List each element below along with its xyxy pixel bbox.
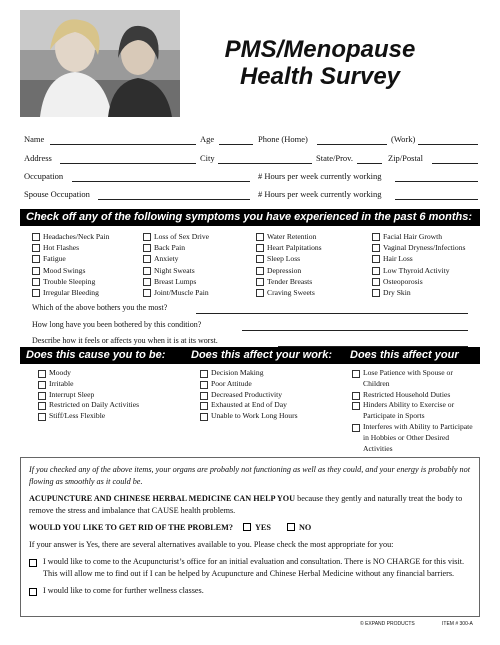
get-rid-question: WOULD YOU LIKE TO GET RID OF THE PROBLEM?: [29, 523, 233, 532]
acupuncture-rest-text: because they gently and naturally treat the body to remove the stress and imbalance that CAUSE health problems.: [29, 494, 463, 515]
state-label: State/Prov.: [316, 153, 353, 163]
checkbox[interactable]: [256, 233, 264, 241]
spouse-occupation-label: Spouse Occupation: [24, 189, 90, 199]
effect-label: Restricted on Daily Activities: [49, 400, 140, 410]
checkbox[interactable]: [38, 392, 46, 400]
question-row-2: [32, 320, 472, 329]
question-3: Describe how it feels or affects you when it is at its worst.: [32, 336, 218, 345]
symptom-label: Mood Swings: [43, 265, 86, 275]
symptom-item[interactable]: [372, 242, 465, 253]
question-2: How long have you been bothered by this condition?: [32, 320, 202, 329]
symptom-item[interactable]: [143, 276, 209, 287]
checkbox[interactable]: [256, 278, 264, 286]
checkbox[interactable]: [38, 381, 46, 389]
checkbox[interactable]: [256, 255, 264, 263]
symptom-item[interactable]: [256, 287, 322, 298]
symptom-item[interactable]: [143, 287, 209, 298]
city-field[interactable]: [218, 163, 312, 164]
symptom-item[interactable]: [143, 265, 209, 276]
symptom-label: Craving Sweets: [267, 288, 315, 298]
occupation-field[interactable]: [72, 181, 250, 182]
no-label: NO: [299, 523, 312, 532]
intro-text: If you checked any of the above items, your organs are probably not functioning as well as they could, and your energy is probably not flowing as smoothly as it could be.: [29, 465, 470, 486]
checkbox[interactable]: [143, 267, 151, 275]
symptom-label: Hot Flashes: [43, 243, 80, 253]
effect-item[interactable]: [38, 400, 139, 411]
checkbox[interactable]: [256, 267, 264, 275]
zip-label: Zip/Postal: [388, 153, 423, 163]
effect-item[interactable]: [38, 368, 139, 379]
phone-work-field[interactable]: [418, 144, 478, 145]
option-consultation-text: I would like to come to the Acupuncturist’s office for an initial evaluation and consultation. There is NO CHARGE for this visit. This will allow me to find out if I can be helped by Acupuncture and Chinese Herbal Medicine without any financial barriers.: [43, 557, 465, 578]
effect-label: Irritable: [49, 378, 74, 388]
question-row-3: [32, 336, 472, 345]
effect-item[interactable]: [352, 390, 478, 401]
effects-self-list: [38, 368, 139, 422]
symptom-label: Depression: [267, 265, 302, 275]
effect-item[interactable]: [200, 400, 298, 411]
hours-field-1[interactable]: [395, 181, 478, 182]
effect-item[interactable]: [38, 411, 139, 422]
question-row-1: [32, 303, 472, 312]
symptom-label: Low Thyroid Activity: [383, 265, 450, 275]
symptom-item[interactable]: [143, 242, 209, 253]
title-line-2: Health Survey: [239, 63, 401, 90]
symptom-item[interactable]: [256, 276, 322, 287]
checkbox[interactable]: [352, 370, 360, 378]
symptom-label: Facial Hair Growth: [383, 232, 443, 241]
symptom-label: Night Sweats: [154, 265, 195, 275]
effect-item[interactable]: [38, 379, 139, 390]
symptom-label: Water Retention: [267, 232, 317, 241]
symptom-label: Hair Loss: [383, 254, 413, 264]
effect-label: Hinders Ability to Exercise or Participate in Sports: [363, 400, 455, 421]
symptom-item[interactable]: [372, 265, 465, 276]
option-wellness-checkbox[interactable]: [29, 588, 37, 596]
name-label: Name: [24, 134, 45, 144]
symptom-item[interactable]: [256, 265, 322, 276]
effect-item[interactable]: [200, 411, 298, 422]
effect-label: Interrupt Sleep: [49, 389, 95, 399]
checkbox[interactable]: [372, 278, 380, 286]
effect-label: Exhausted at End of Day: [211, 400, 287, 410]
get-rid-question-row: [29, 522, 471, 534]
effect-label: Decreased Productivity: [211, 389, 283, 399]
title-line-1: PMS/Menopause: [224, 36, 416, 63]
checkbox[interactable]: [200, 413, 208, 421]
row-occupation: [20, 171, 480, 185]
info-panel: [20, 457, 480, 617]
symptom-item[interactable]: [143, 253, 209, 264]
checkbox[interactable]: [200, 370, 208, 378]
symptom-item[interactable]: [32, 276, 109, 287]
effect-item[interactable]: [352, 422, 478, 454]
symptom-label: Sleep Loss: [267, 254, 301, 264]
symptoms-column-2: [143, 231, 209, 298]
option-wellness-text: I would like to come for further wellness classes.: [43, 586, 204, 595]
symptoms-heading: Check off any of the following symptoms you have experienced in the past 6 months:: [20, 209, 480, 226]
symptoms-column-1: [32, 231, 109, 298]
symptom-item[interactable]: [32, 231, 109, 242]
city-label: City: [200, 153, 215, 163]
hours-label-1: # Hours per week currently working: [258, 171, 382, 181]
effects-life-list: [352, 368, 478, 454]
symptom-label: Osteoporosis: [383, 276, 423, 286]
checkbox[interactable]: [32, 289, 40, 297]
symptoms-column-3: [256, 231, 322, 298]
age-field[interactable]: [219, 144, 253, 145]
symptom-label: Headaches/Neck Pain: [43, 232, 110, 241]
effects-heading-work: Does this affect your work:: [191, 349, 332, 361]
checkbox[interactable]: [32, 278, 40, 286]
checkbox[interactable]: [38, 402, 46, 410]
state-field[interactable]: [357, 163, 382, 164]
answer-field-1[interactable]: [196, 313, 468, 314]
checkbox[interactable]: [256, 289, 264, 297]
effects-heading-self: Does this cause you to be:: [26, 349, 166, 361]
symptom-item[interactable]: [32, 265, 109, 276]
checkbox[interactable]: [32, 267, 40, 275]
symptom-item[interactable]: [32, 287, 109, 298]
row-name: [20, 134, 480, 148]
photo-two-women-talking-icon: [20, 10, 180, 117]
row-spouse-occupation: [20, 189, 480, 203]
symptom-item[interactable]: [372, 287, 465, 298]
checkbox[interactable]: [352, 392, 360, 400]
symptom-label: Dry Skin: [383, 288, 411, 298]
checkbox[interactable]: [143, 278, 151, 286]
symptom-label: Irregular Bleeding: [43, 288, 99, 298]
symptom-item[interactable]: [143, 231, 209, 242]
checkbox[interactable]: [32, 233, 40, 241]
checkbox[interactable]: [38, 370, 46, 378]
symptom-label: Vaginal Dryness/Infections: [383, 243, 466, 253]
row-address: [20, 153, 480, 167]
phone-home-field[interactable]: [317, 144, 387, 145]
effect-label: Lose Patience with Spouse or Children: [363, 368, 453, 388]
checkbox[interactable]: [32, 255, 40, 263]
name-field[interactable]: [50, 144, 196, 145]
symptom-item[interactable]: [32, 253, 109, 264]
copyright-text: © EXPAND PRODUCTS: [360, 621, 415, 627]
checkbox[interactable]: [352, 402, 360, 410]
yes-checkbox[interactable]: [243, 523, 251, 531]
checkbox[interactable]: [200, 381, 208, 389]
effect-item[interactable]: [352, 368, 478, 390]
checkbox[interactable]: [143, 233, 151, 241]
symptom-label: Joint/Muscle Pain: [154, 288, 209, 298]
option-consultation-checkbox[interactable]: [29, 559, 37, 567]
effect-label: Unable to Work Long Hours: [211, 411, 298, 421]
checkbox[interactable]: [200, 392, 208, 400]
checkbox[interactable]: [372, 244, 380, 252]
checkbox[interactable]: [352, 424, 360, 432]
checkbox[interactable]: [143, 244, 151, 252]
alternatives-text: If your answer is Yes, there are several alternatives available to you. Please check the most appropriate for you:: [29, 540, 394, 549]
effect-item[interactable]: [200, 379, 298, 390]
checkbox[interactable]: [143, 289, 151, 297]
phone-work-label: (Work): [391, 134, 416, 144]
symptom-label: Back Pain: [154, 243, 186, 253]
checkbox[interactable]: [32, 244, 40, 252]
symptom-item[interactable]: [372, 253, 465, 264]
effect-label: Decision Making: [211, 368, 264, 377]
address-label: Address: [24, 153, 52, 163]
checkbox[interactable]: [372, 267, 380, 275]
page-title: [200, 36, 440, 90]
address-field[interactable]: [60, 163, 196, 164]
symptom-label: Breast Lumps: [154, 276, 197, 286]
checkbox[interactable]: [372, 255, 380, 263]
effect-label: Poor Attitude: [211, 378, 252, 388]
hours-label-2: # Hours per week currently working: [258, 189, 382, 199]
yes-label: YES: [255, 523, 271, 532]
symptom-item[interactable]: [32, 242, 109, 253]
symptom-item[interactable]: [256, 242, 322, 253]
phone-home-label: Phone (Home): [258, 134, 308, 144]
symptom-item[interactable]: [372, 231, 465, 242]
acupuncture-bold-text: ACUPUNCTURE AND CHINESE HERBAL MEDICINE CAN HELP YOU: [29, 494, 296, 503]
acupuncture-paragraph: [29, 493, 471, 517]
item-number: ITEM # 300-A: [442, 621, 473, 627]
option-wellness[interactable]: [29, 585, 471, 597]
option-consultation[interactable]: [29, 556, 471, 580]
effects-work-list: [200, 368, 298, 422]
symptom-label: Loss of Sex Drive: [154, 232, 210, 241]
symptom-label: Anxiety: [154, 254, 179, 264]
symptom-item[interactable]: [372, 276, 465, 287]
symptom-item[interactable]: [256, 253, 322, 264]
occupation-label: Occupation: [24, 171, 64, 181]
header-photo: [20, 10, 180, 117]
symptom-label: Fatigue: [43, 254, 66, 264]
checkbox[interactable]: [38, 413, 46, 421]
effect-item[interactable]: [352, 400, 478, 422]
symptoms-column-4: [372, 231, 465, 298]
checkbox[interactable]: [372, 289, 380, 297]
effect-label: Stiff/Less Flexible: [49, 411, 106, 421]
symptom-label: Tender Breasts: [267, 276, 313, 286]
age-label: Age: [200, 134, 215, 144]
effect-item[interactable]: [38, 390, 139, 401]
effect-item[interactable]: [200, 368, 298, 379]
answer-field-2[interactable]: [242, 330, 468, 331]
question-1: Which of the above bothers you the most?: [32, 303, 168, 312]
symptom-label: Heart Palpitations: [267, 243, 322, 253]
effect-label: Moody: [49, 368, 71, 377]
checkbox[interactable]: [372, 233, 380, 241]
symptom-label: Trouble Sleeping: [43, 276, 96, 286]
symptom-item[interactable]: [256, 231, 322, 242]
hours-field-2[interactable]: [395, 199, 478, 200]
spouse-occupation-field[interactable]: [98, 199, 250, 200]
checkbox[interactable]: [143, 255, 151, 263]
zip-field[interactable]: [432, 163, 478, 164]
effect-item[interactable]: [200, 390, 298, 401]
effect-label: Interferes with Ability to Participate in Hobbies or Other Desired Activities: [363, 421, 473, 453]
checkbox[interactable]: [200, 402, 208, 410]
effects-heading-life: Does this affect your life:: [350, 349, 459, 378]
checkbox[interactable]: [256, 244, 264, 252]
no-checkbox[interactable]: [287, 523, 295, 531]
effect-label: Restricted Household Duties: [363, 389, 451, 399]
